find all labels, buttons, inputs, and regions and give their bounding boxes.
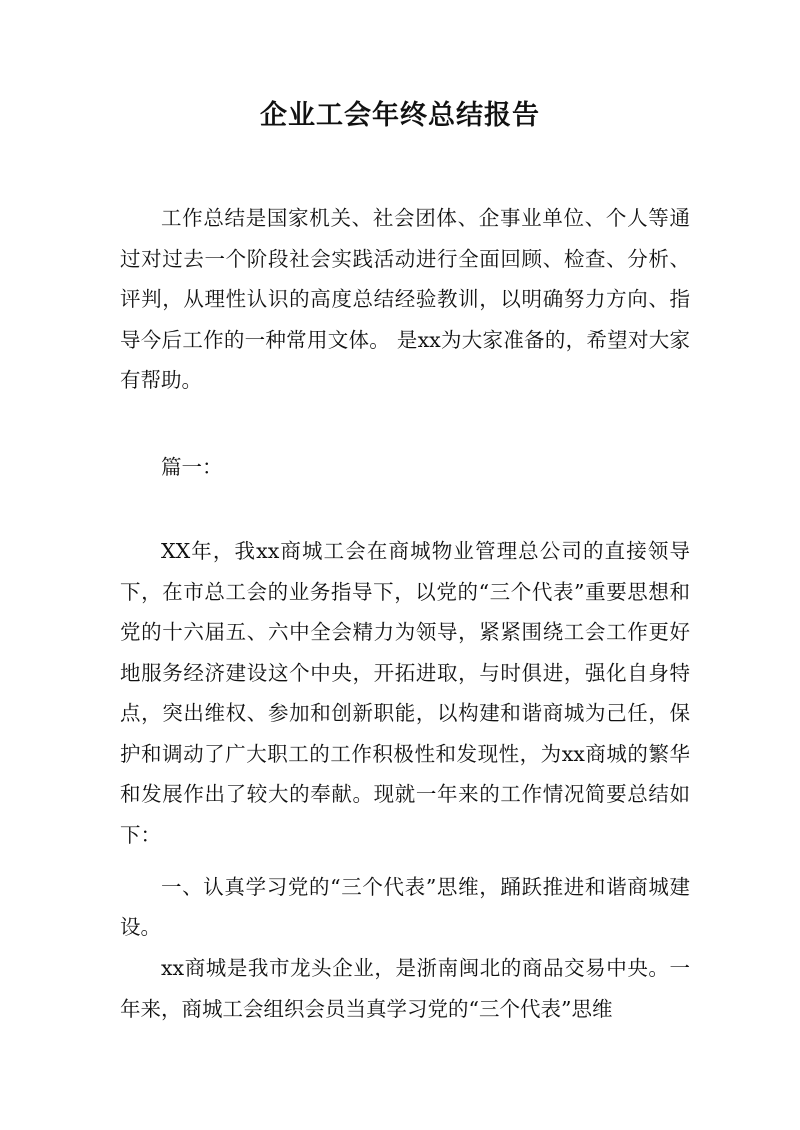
body-paragraph: XX年，我xx商城工会在商城物业管理总公司的直接领导下，在市总工会的业务指导下，以党的“三个代表”重要思想和党的十六届五、六中全会精力为领导，紧紧围绕工会工作更好地服务经济建设这个中央，开拓进取，与时俱进，强化自身特点，突出维权、参加和创新职能，以构建和谐商城为己任，保护和调动了广大职工的工作积极性和发现性，为xx商城的繁华和发展作出了较大的奉献。现就一年来的工作情况简要总结如下： [120, 539, 690, 847]
body-paragraph: xx商城是我市龙头企业，是浙南闽北的商品交易中央。一年来，商城工会组织会员当真学习党的“三个代表”思维 [120, 956, 690, 1021]
document-title: 企业工会年终总结报告 [260, 100, 540, 131]
intro-paragraph: 工作总结是国家机关、社会团体、企事业单位、个人等通过对过去一个阶段社会实践活动进行全面回顾、检查、分析、评判，从理性认识的高度总结经验教训，以明确努力方向、指导今后工作的一种常用文体。 是xx为大家准备的，希望对大家有帮助。 [120, 206, 690, 392]
section-heading: 一、认真学习党的“三个代表”思维，踊跃推进和谐商城建设。 [120, 875, 690, 939]
chapter-heading: 篇一： [161, 455, 223, 479]
